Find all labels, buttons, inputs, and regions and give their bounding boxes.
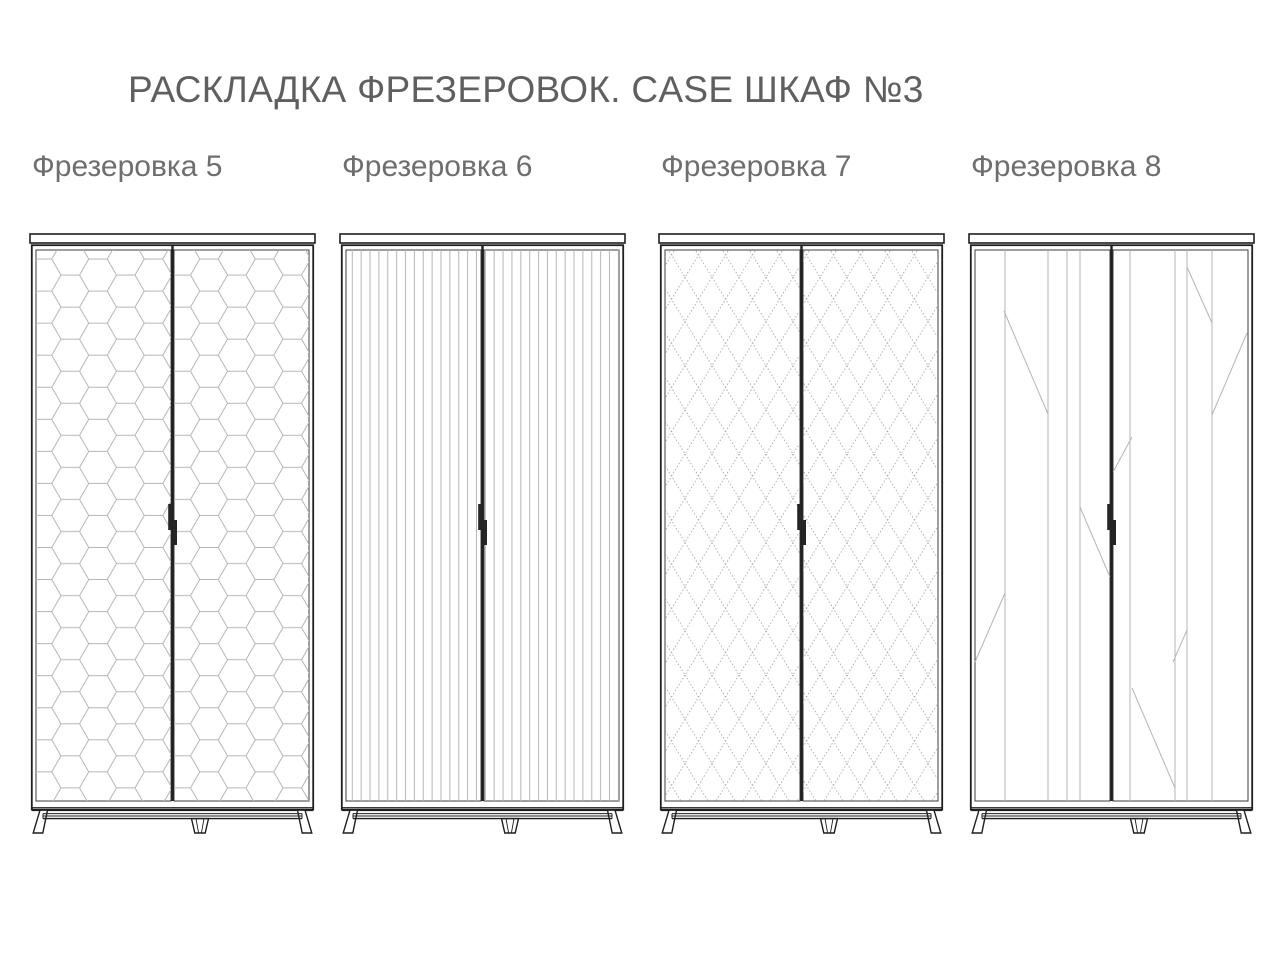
cabinet-top-lid xyxy=(30,234,315,243)
door-handle-right xyxy=(173,520,177,545)
cabinet-4-drawing xyxy=(968,233,1255,835)
cabinet-3-label: Фрезеровка 7 xyxy=(661,150,852,183)
cabinet-1 xyxy=(29,150,316,835)
cabinet-4-label: Фрезеровка 8 xyxy=(971,150,1162,183)
door-handle-left xyxy=(1107,504,1111,530)
cabinet-top-lid xyxy=(969,234,1254,243)
leg-center xyxy=(502,819,519,833)
door-handle-right xyxy=(1112,520,1116,545)
cabinet-4 xyxy=(968,150,1255,835)
cabinet-1-drawing xyxy=(29,233,316,835)
door-left xyxy=(975,250,1110,801)
cabinet-2-label: Фрезеровка 6 xyxy=(342,150,533,183)
leg-center xyxy=(192,819,209,833)
door-handle-left xyxy=(168,504,172,530)
leg-center xyxy=(1131,819,1148,833)
door-handle-right xyxy=(802,520,806,545)
door-right xyxy=(1113,250,1248,801)
cabinet-2-drawing xyxy=(339,233,626,835)
cabinet-2 xyxy=(339,150,626,835)
cabinet-3-drawing xyxy=(658,233,945,835)
leg-center xyxy=(821,819,838,833)
page-title: РАСКЛАДКА ФРЕЗЕРОВОК. CASE ШКАФ №3 xyxy=(128,69,924,110)
cabinet-top-lid xyxy=(659,234,944,243)
cabinet-3 xyxy=(658,150,945,835)
cabinet-top-lid xyxy=(340,234,625,243)
door-handle-left xyxy=(478,504,482,530)
door-handle-right xyxy=(483,520,487,545)
cabinet-1-label: Фрезеровка 5 xyxy=(32,150,223,183)
door-handle-left xyxy=(797,504,801,530)
